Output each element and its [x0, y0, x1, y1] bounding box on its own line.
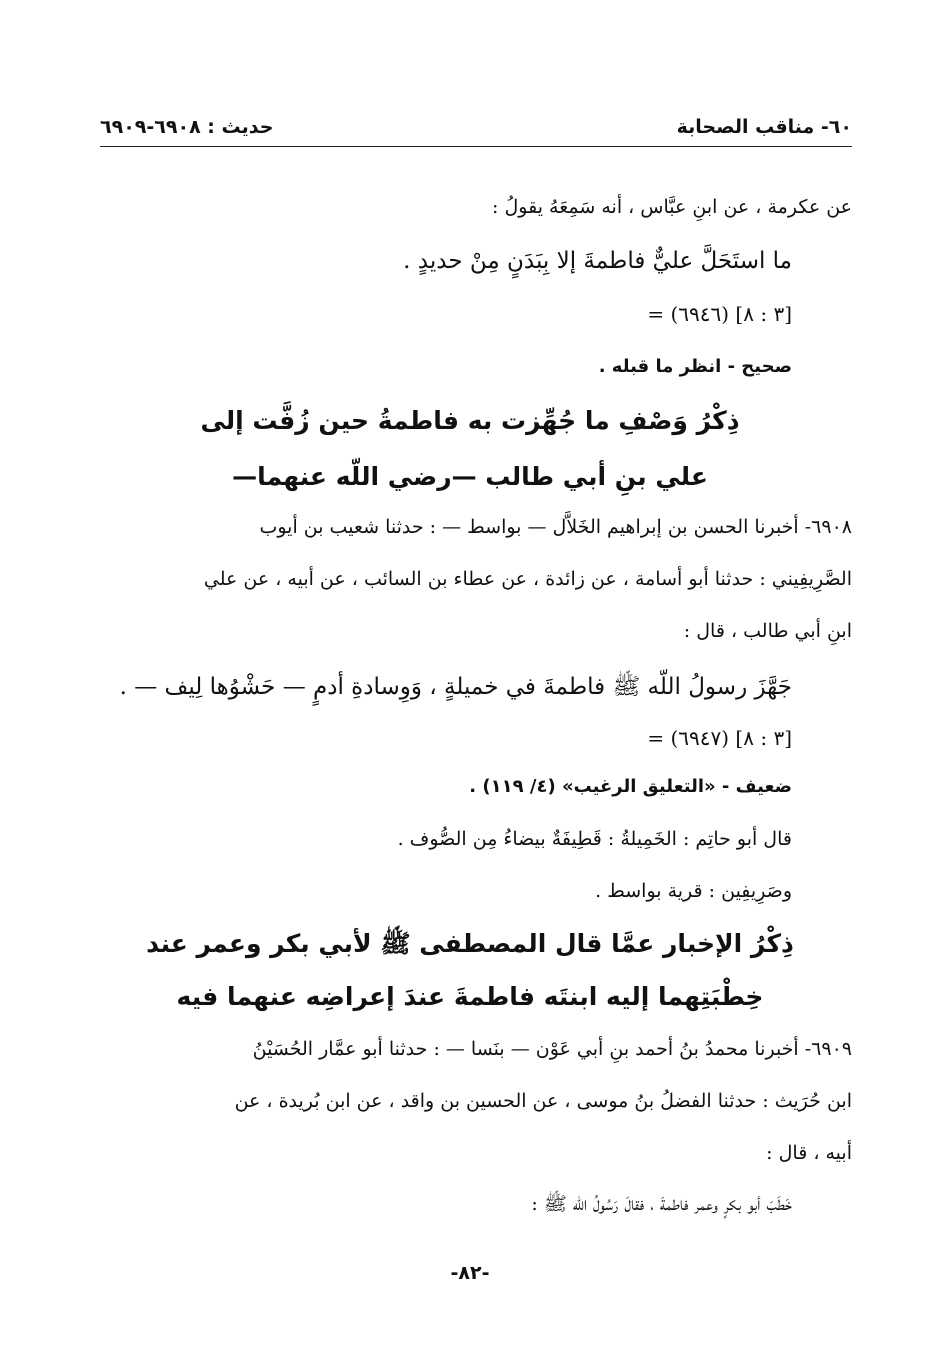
chapter-heading: ذِكْرُ وَصْفِ ما جُهِّزت به فاطمةُ حين زُفَّت إلى — [200, 406, 740, 435]
reference-line: = (٦٩٤٦) [٣ : ٨] — [647, 302, 792, 326]
running-header — [100, 112, 852, 147]
isnad-line: ابن حُرَيث : حدثنا الفضلُ بنُ موسى ، عن الحسين بن واقد ، عن ابن بُريدة ، عن — [234, 1090, 852, 1112]
grade-line: صحيح - انظر ما قبله . — [598, 356, 792, 377]
commentary-line: وصَرِيفِين : قرية بواسط . — [595, 880, 792, 902]
isnad-line: عن عكرمة ، عن ابنِ عبَّاس ، أنه سَمِعَهُ يقولُ : — [492, 196, 852, 218]
matn-line: خَطَبَ أبو بكرٍ وعمر فاطمةَ ، فقالَ رَسُولُ اللّه ﷺ : — [531, 1193, 792, 1215]
grade-line: ضعيف - «التعليق الرغيب» (٤/ ١١٩) . — [469, 776, 792, 797]
matn-line: جَهَّزَ رسولُ اللّه ﷺ فاطمةَ في خميلةٍ ، وَوِسادةِ أدمٍ — حَشْوُها لِيف — . — [119, 674, 792, 700]
commentary-line: قال أبو حاتِم : الخَمِيلةُ : قَطِيفَةٌ بيضاءُ مِن الصُّوف . — [397, 828, 792, 850]
isnad-line: أبيه ، قال : — [766, 1142, 852, 1164]
isnad-line: ابنِ أبي طالب ، قال : — [683, 620, 852, 642]
chapter-title: ٦٠- مناقب الصحابة — [676, 116, 852, 138]
chapter-heading: خِطْبَتِهما إليه ابنتَه فاطمةَ عندَ إعراضِه عنهما فيه — [176, 982, 764, 1011]
page-number: -٨٢- — [450, 1262, 490, 1284]
chapter-heading: ذِكْرُ الإخبار عمَّا قال المصطفى ﷺ لأبي بكر وعمر عند — [146, 929, 794, 958]
reference-line: = (٦٩٤٧) [٣ : ٨] — [647, 726, 792, 750]
isnad-line: الصَّرِيفِيني : حدثنا أبو أسامة ، عن زائدة ، عن عطاء بن السائب ، عن أبيه ، عن علي — [203, 568, 852, 590]
isnad-line: ٦٩٠٨- أخبرنا الحسن بن إبراهيم الخَلاَّل — بواسط — : حدثنا شعيب بن أيوب — [259, 516, 852, 538]
hadith-range: حديث : ٦٩٠٨-٦٩٠٩ — [100, 116, 274, 138]
matn-line: ما استَحَلَّ عليٌّ فاطمةَ إلا بِبَدَنٍ مِنْ حديدٍ . — [403, 248, 792, 274]
chapter-heading: علي بنِ أبي طالب —رضي اللّه عنهما— — [232, 462, 708, 491]
isnad-line: ٦٩٠٩- أخبرنا محمدُ بنُ أحمد بنِ أبي عَوْن — بنَسا — : حدثنا أبو عمَّار الحُسَيْنُ — [252, 1038, 852, 1060]
